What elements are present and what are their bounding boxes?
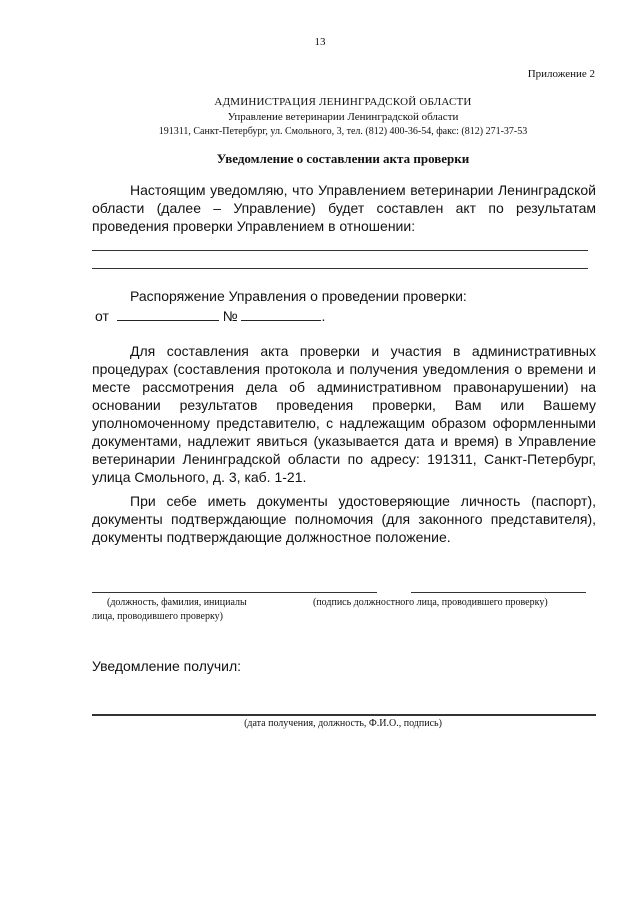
appendix-label: Приложение 2: [527, 68, 595, 80]
signature-line: [411, 592, 586, 593]
intro-paragraph: Настоящим уведомляю, что Управлением ветеринарии Ленинградской области (далее – Управление) будет составлен акт по результатам проведения проверки Управлением в отношении:: [92, 182, 596, 234]
order-number-blank: [241, 306, 321, 321]
page-number: 13: [314, 36, 326, 48]
signature-left-caption-2: лица, проводившего проверку): [92, 611, 224, 622]
document-title: Уведомление о составлении акта проверки: [216, 151, 470, 166]
inspected-entity-line-1: [92, 250, 588, 251]
order-date-blank: [117, 306, 219, 321]
inspected-entity-line-2: [92, 268, 588, 269]
received-caption: (дата получения, должность, Ф.И.О., подпись): [244, 718, 442, 729]
documents-paragraph: При себе иметь документы удостоверяющие личность (паспорт), документы подтверждающие полномочия (для законного представителя), документы подтверждающие должностное положение.: [92, 493, 596, 545]
received-label: Уведомление получил:: [92, 658, 242, 674]
signature-name-line: [92, 592, 377, 593]
orders-line: [95, 306, 325, 324]
main-paragraph: Для составления акта проверки и участия в административных процедурах (составления протокола и получения уведомления о времени и месте рассмотрения дела об административном правонарушении) на основании результатов проведения проверки, Вам или Вашему уполномоченному представителю, с надлежащим образом оформленными документами, надлежит явиться (указывается дата и время) в Управление ветеринарии Ленинградской области по адресу: 191311, Санкт-Петербург, улица Смольного, д. 3, каб. 1-21.: [92, 343, 596, 485]
header-department: Управление ветеринарии Ленинградской области: [227, 111, 459, 123]
signature-left-caption-1: (должность, фамилия, инициалы: [107, 597, 247, 608]
orders-from-label: от: [95, 308, 109, 324]
header-contacts: 191311, Санкт-Петербург, ул. Смольного, 3, тел. (812) 400-36-54, факс: (812) 271-37-53: [158, 126, 528, 137]
orders-title: Распоряжение Управления о проведении проверки:: [130, 288, 467, 304]
orders-end: .: [321, 308, 326, 324]
header-organization: АДМИНИСТРАЦИЯ ЛЕНИНГРАДСКОЙ ОБЛАСТИ: [214, 96, 472, 108]
signature-right-caption: (подпись должностного лица, проводившего проверку): [313, 597, 548, 608]
received-line: [92, 714, 596, 716]
orders-number-sign: №: [222, 308, 238, 324]
